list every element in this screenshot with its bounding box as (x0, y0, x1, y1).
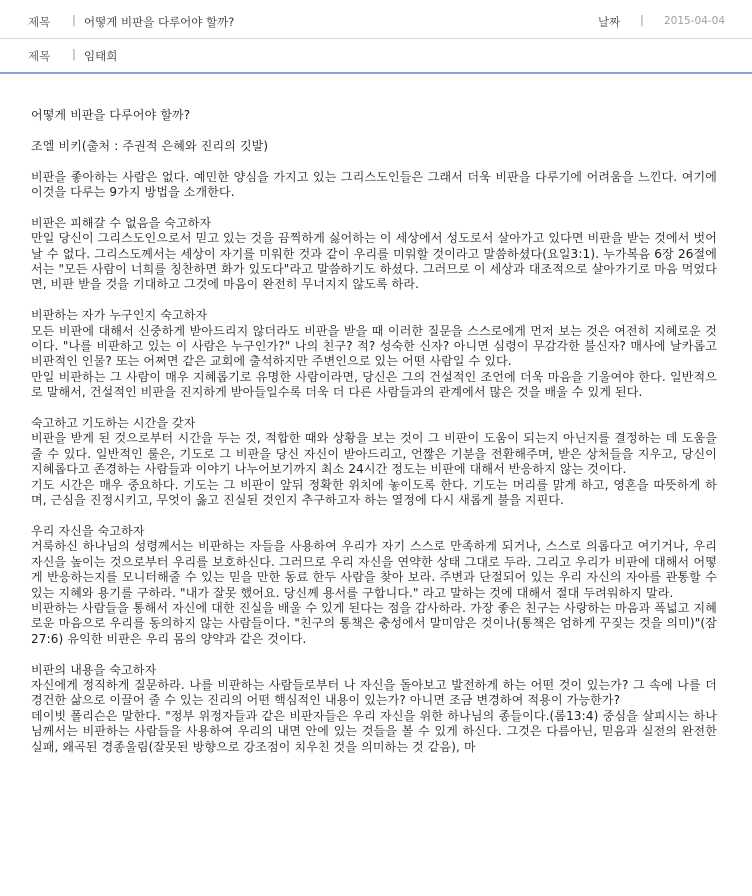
section-title: 우리 자신을 숙고하자 (31, 523, 145, 538)
divider: | (72, 13, 76, 27)
section (31, 663, 717, 755)
section-paragraph: 만일 당신이 그리스도인으로서 믿고 있는 것을 끔찍하게 싫어하는 이 세상에서 성도로서 살아가고 있다면 비판을 받는 것에서 벗어날 수 없다. 그리스도께서는 세상이 자기를 미워한 것과 같이 우리를 미워할 것이라고 말씀하셨다(요일3:1). 누가복음 6장 26절에서는 "모든 사람이 너희를 칭찬하면 화가 있도다"라고 말씀하기도 하셨다. 그러므로 이 세상과 대조적으로 살아가기로 마음 먹었다면, 비판 받을 것을 기대하고 그것에 마음이 완전히 무너지지 않도록 하라. (31, 231, 717, 292)
post-author: 임태희 (84, 49, 118, 63)
section-title: 비판하는 자가 누구인지 숙고하자 (31, 308, 208, 323)
article-intro: 비판을 좋아하는 사람은 없다. 예민한 양심을 가지고 있는 그리스도인들은 그래서 더욱 비판을 다루기에 어려움을 느낀다. 여기에 이것을 다루는 9가지 방법을 소개한다. (31, 169, 717, 199)
date-label: 날짜 (598, 15, 621, 29)
title-label: 제목 (28, 15, 51, 29)
section (31, 308, 717, 400)
section-paragraph: 모든 비판에 대해서 신중하게 받아드리지 않더라도 비판을 받을 때 이러한 질문을 스스로에게 먼저 보는 것은 여전히 지혜로운 것이다. "나를 비판하고 있는 이 사람은 누구인가?" 나의 친구? 적? 성숙한 신자? 아니면 심령이 무감각한 불신자? 매사에 날카롭고 비판적인 인물? 또는 어쩌면 같은 교회에 출석하지만 주변인으로 있는 어떤 사람일 수 있다. (31, 323, 717, 369)
section-title: 비판의 내용을 숙고하자 (31, 662, 157, 677)
section (31, 216, 717, 293)
section-paragraph: 만일 비판하는 그 사람이 매우 지혜롭기로 유명한 사람이라면, 당신은 그의 건설적인 조언에 더욱 마음을 기울여야 한다. 일반적으로 말해서, 건설적인 비판을 진지하게 받아들일수록 더욱 더 다른 사람들과의 관계에서 많은 것을 배울 수 있게 된다. (31, 369, 717, 400)
section-paragraph: 비판하는 사람들을 통해서 자신에 대한 진실을 배울 수 있게 된다는 점을 감사하라. 가장 좋은 친구는 사랑하는 마음과 폭넓고 지혜로운 마음으로 우리를 동의하지 않는 사람들이다. "친구의 통책은 충성에서 말미암은 것이나(통책은 엄하게 꾸짖는 것을 의미)"(잠27:6) 유익한 비판은 우리 몸의 양약과 같은 것이다. (31, 600, 717, 646)
section (31, 524, 717, 647)
title-row (0, 4, 752, 39)
post-date: 2015-04-04 (664, 15, 726, 27)
author-label: 제목 (28, 49, 51, 63)
section-paragraph: 자신에게 정직하게 질문하라. 나를 비판하는 사람들로부터 나 자신을 돌아보고 발전하게 하는 어떤 것이 있는가? 그 속에 나를 더 경건한 삶으로 이끌어 줄 수 있는 진리의 어떤 핵심적인 내용이 있는가? 아니면 조금 변경하여 적용이 가능한가? (31, 677, 717, 708)
section (31, 416, 717, 508)
section-paragraph: 기도 시간은 매우 중요하다. 기도는 그 비판이 앞뒤 정확한 위치에 놓이도록 한다. 기도는 머리를 맑게 하고, 영혼을 따뜻하게 하며, 근심을 진정시키고, 무엇이 옳고 진실된 것인지 추구하고자 하는 열정에 다시 새롭게 불을 지핀다. (31, 477, 717, 508)
author-row (0, 38, 752, 74)
divider: | (72, 47, 76, 61)
divider: | (640, 13, 644, 27)
article-heading: 어떻게 비판을 다루어야 할까? (31, 108, 191, 122)
section-title: 비판은 피해갈 수 없음을 숙고하자 (31, 215, 212, 230)
article-body (31, 108, 717, 770)
section-paragraph: 거룩하신 하나님의 성령께서는 비판하는 자들을 사용하여 우리가 자기 스스로 만족하게 되거나, 스스로 의롭다고 여기거나, 우리 자신을 높이는 것으로부터 우리를 보호하신다. 그러므로 우리 자신을 연약한 상태 그대로 두라. 그리고 우리가 비판에 대해서 어떻게 반응하는지를 모니터해줄 수 있는 믿을 만한 동료 한두 사람을 찾아 보라. 주변과 단절되어 있는 우리 자신의 자아를 관통할 수 있는 지혜와 용기를 구하라. "내가 잘못 했어요. 당신께 용서를 구합니다." 라고 말하는 것에 대해서 절대 두려워하지 말라. (31, 539, 717, 600)
section-paragraph: 비판을 받게 된 것으로부터 시간을 두는 것, 적합한 때와 상황을 보는 것이 그 비판이 도움이 되는지 아닌지를 결정하는 데 도움을 줄 수 있다. 일반적인 룰은, 기도로 그 비판을 당신 자신이 받아드리고, 언짢은 기분을 전환해주며, 받은 상처들을 지우고, 당신이 지혜롭다고 존경하는 사람들과 이야기 나누어보기까지 최소 24시간 정도는 비판에 대해서 반응하지 않는 것이다. (31, 431, 717, 477)
section-paragraph: 데이빗 폴리슨은 말한다. "정부 위정자들과 같은 비판자들은 우리 자신을 위한 하나님의 종들이다.(롬13:4) 중심을 살피시는 하나님께서는 비판하는 사람들을 사용하여 우리의 내면 안에 있는 것들을 볼 수 있게 하신다. 그것은 다름아닌, 믿음과 실전의 완전한 실패, 왜곡된 경종울림(잘못된 방향으로 강조점이 치우친 것을 의미하는 것 같음), 마 (31, 708, 717, 754)
article-byline: 조엘 비키(출처 : 주권적 은혜와 진리의 깃발) (31, 138, 269, 153)
section-title: 숙고하고 기도하는 시간을 갖자 (31, 416, 196, 431)
post-title: 어떻게 비판을 다루어야 할까? (84, 15, 235, 29)
